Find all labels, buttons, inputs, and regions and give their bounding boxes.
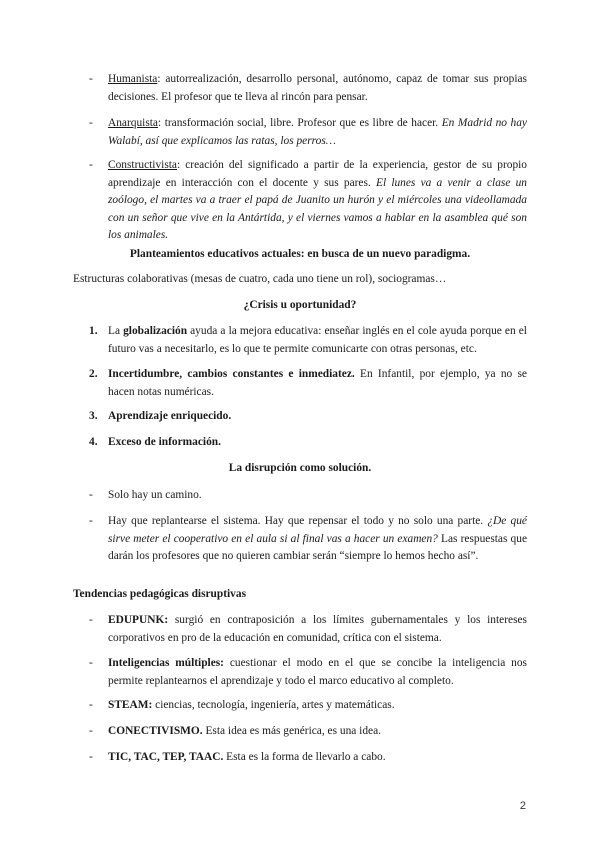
item-text: ayuda a la mejora educativa: enseñar inglés en el cole ayuda porque en el futuro vas a necesitarlo, es lo que te permite comunicarte con otras personas, etc.	[108, 325, 527, 355]
term: Anarquista	[108, 117, 158, 129]
bullet: -	[89, 725, 93, 737]
list-item-replantearse	[89, 513, 527, 566]
list-item-constructivista	[89, 157, 527, 245]
item-bold: Inteligencias múltiples:	[108, 657, 224, 669]
item-text: : autorrealización, desarrollo personal, autónomo, capaz de tomar sus propias decisiones. El profesor que te lleva al rincón para pensar.	[108, 73, 527, 103]
bullet: -	[89, 751, 93, 763]
example-text: En Madrid no hay Walabí, así que explicamos las ratas, los perros…	[108, 117, 527, 147]
item-text: ciencias, tecnología, ingeniería, artes y matemáticas.	[152, 699, 395, 711]
paragraph-estructuras: Estructuras colaborativas (mesas de cuatro, cada uno tiene un rol), sociogramas…	[73, 273, 447, 285]
item-number: 3.	[89, 410, 98, 422]
bullet: -	[89, 614, 93, 626]
item-text: En Infantil, por ejemplo, ya no se hacen notas numéricas.	[108, 368, 527, 398]
heading-planteamientos: Planteamientos educativos actuales: en busca de un nuevo paradigma.	[129, 248, 471, 260]
bullet: -	[89, 699, 93, 711]
list-item-anarquista	[89, 115, 527, 150]
item-text: Esta idea es más genérica, es una idea.	[202, 725, 381, 737]
term: Constructivista	[108, 159, 177, 171]
item-bold: Exceso de información.	[108, 436, 221, 448]
bullet: -	[89, 515, 93, 527]
item-bold: CONECTIVISMO.	[108, 725, 203, 737]
bullet: -	[89, 117, 93, 129]
item-text-after: Las respuestas que darán los profesores que no quieren cambiar serán “siempre lo hemos hecho así”.	[108, 532, 527, 563]
item-number: 1.	[89, 325, 98, 337]
bullet: -	[89, 73, 93, 85]
item-bold: EDUPUNK:	[108, 614, 169, 626]
item-number: 2.	[89, 368, 98, 380]
page-number: 2	[519, 800, 526, 812]
heading-tendencias: Tendencias pedagógicas disruptivas	[73, 588, 247, 600]
example-text: ¿De qué sirve meter el cooperativo en el aula si al final vas a hacer un examen?	[108, 515, 527, 545]
bullet: -	[89, 657, 93, 669]
item-bold: STEAM:	[108, 699, 153, 711]
term: Humanista	[108, 73, 158, 85]
item-text: cuestionar el modo en el que se concibe la inteligencia nos permite replantearnos el aprendizaje y todo el marco educativo al completo.	[108, 657, 527, 687]
list-item-tic	[89, 749, 527, 767]
list-item-conectivismo	[89, 723, 527, 741]
item-bold: Aprendizaje enriquecido.	[108, 410, 232, 422]
list-item-camino	[89, 487, 527, 505]
item-text: : transformación social, libre. Profesor que es libre de hacer.	[157, 117, 442, 129]
list-item-steam	[89, 697, 527, 715]
heading-crisis: ¿Crisis u oportunidad?	[243, 299, 357, 311]
item-text: Solo hay un camino.	[108, 489, 202, 501]
item-bold: TIC, TAC, TEP, TAAC.	[108, 751, 224, 763]
list-item-edupunk	[89, 612, 527, 647]
item-bold: Incertidumbre, cambios constantes e inmediatez.	[108, 368, 355, 380]
example-text: El lunes va a venir a clase un zoólogo, el martes va a traer el papá de Juanito un hurón y el miércoles una videollamada con un señor que vive en la Antártida, y el viernes vamos a hablar en la asamblea qué son los animales.	[108, 176, 527, 242]
item-text: Esta es la forma de llevarlo a cabo.	[223, 751, 386, 763]
item-text: : creación del significado a partir de la experiencia, gestor de su propio aprendizaje en interacción con el docente y sus pares.	[108, 159, 527, 189]
heading-disrupcion: La disrupción como solución.	[228, 462, 372, 474]
item-number: 4.	[89, 436, 98, 448]
numbered-item-2	[89, 366, 527, 401]
item-text: surgió en contraposición a los límites gubernamentales y los intereses corporativos en pro de la educación en comunidad, crítica con el sistema.	[108, 614, 527, 644]
numbered-item-3	[89, 408, 527, 426]
numbered-item-4	[89, 434, 527, 452]
bullet: -	[89, 489, 93, 501]
item-bold: globalización	[123, 325, 188, 337]
item-text: Hay que replantearse el sistema. Hay que repensar el todo y no solo una parte.	[108, 515, 488, 527]
bullet: -	[89, 159, 93, 171]
list-item-humanista	[89, 71, 527, 106]
list-item-inteligencias	[89, 655, 527, 690]
numbered-item-1	[89, 323, 527, 358]
item-text-pre: La	[108, 325, 124, 337]
